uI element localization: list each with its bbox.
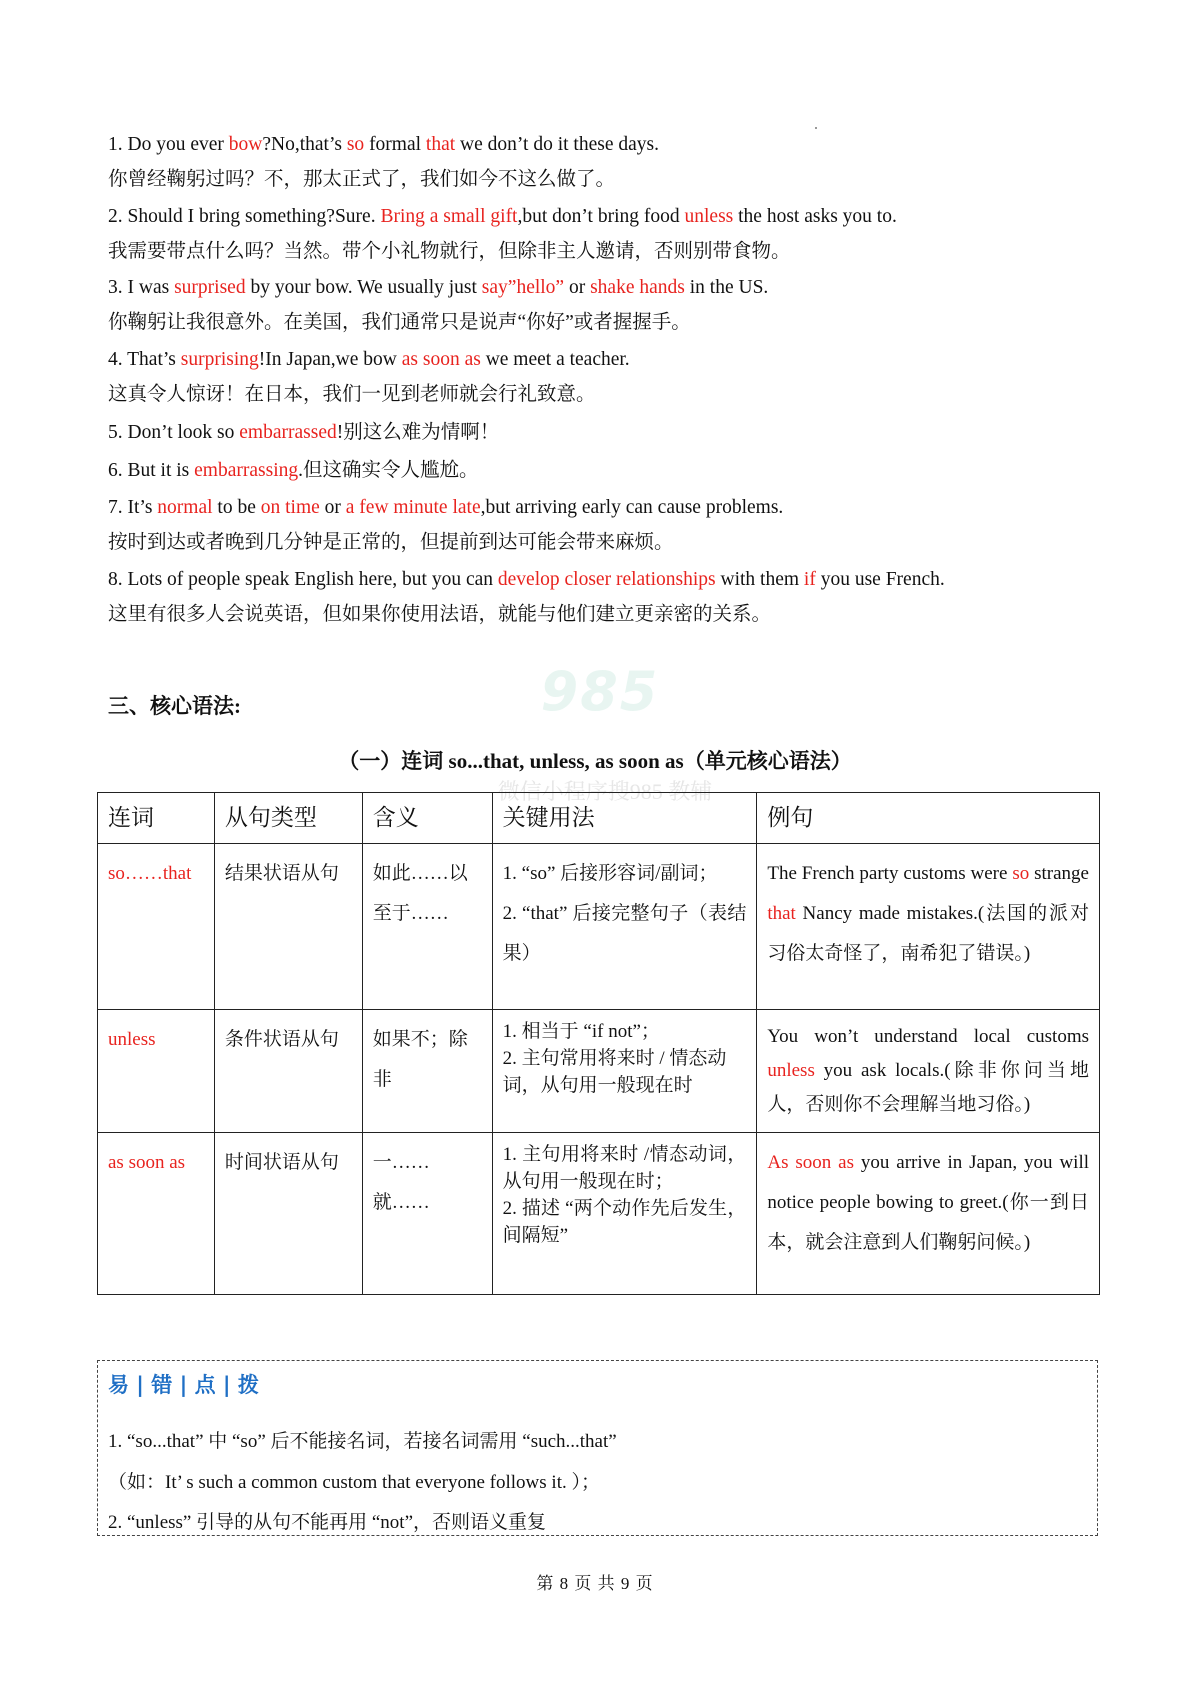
text-run: 但这确实令人尴尬。 [303,460,479,481]
text-run: or [564,277,591,298]
sentence-en [108,132,659,158]
tip-line: （如：It’ s such a common custom that everyone follows it. ）； [108,1472,600,1493]
sentence-cn: 你曾经鞠躬过吗？不，那太正式了，我们如今不这么做了。 [108,169,616,190]
example-cell [757,844,1100,1010]
sentence-cn: 你鞠躬让我很意外。在美国，我们通常只是说声“你好”或者握握手。 [108,312,691,333]
scan-dot [815,127,817,129]
text-run: you ask locals.(除非你问当地人，否则你不会理解当地习俗。) [767,1060,1089,1115]
text-run: you use French. [815,569,945,590]
text-run: ,but don’t bring food [517,206,685,227]
table-header-row [98,793,1100,844]
text-run: or [319,497,346,518]
tip-line: 2. “unless” 引导的从句不能再用 “not”，否则语义重复 [108,1512,547,1533]
highlight-text: bow [228,134,263,155]
highlight-text: Bring a small gift [380,206,518,227]
text-run: 2. Should I bring something?Sure. [108,206,381,227]
text-run: 4. That’s [108,349,181,370]
highlight-text: embarrassing [194,460,299,481]
header-usage: 关键用法 [492,793,757,844]
highlight-text: surprising [180,349,259,370]
usage-line: 1. “so” 后接形容词/副词； [502,863,718,884]
conj-cell: so……that [98,844,215,1010]
highlight-text: a few minute late [345,497,481,518]
text-run: You won’t understand local customs [767,1026,1089,1047]
header-example: 例句 [757,793,1100,844]
sentence-cn: 这里有很多人会说英语，但如果你使用法语，就能与他们建立更亲密的关系。 [108,604,772,625]
example-cell [757,1133,1100,1295]
text-run: 8. Lots of people speak English here, but you can [108,569,498,590]
text-run: strange [1029,863,1089,884]
text-run: we don’t do it these days. [455,134,659,155]
table-row [98,1010,1100,1133]
conj-cell: unless [98,1010,215,1133]
text-run: to be [212,497,261,518]
sentence-en [108,567,945,593]
highlight-text: that [767,903,796,924]
text-run: by your bow. We usually just [245,277,482,298]
text-run: . [298,460,303,481]
tip-line: 1. “so...that” 中 “so” 后不能接名词，若接名词需用 “such...that” [108,1431,617,1452]
usage-cell [492,844,757,1010]
highlight-text: embarrassed [239,422,337,443]
table-row [98,844,1100,1010]
text-run: formal [364,134,426,155]
text-run: !别这么难为情啊！ [336,422,500,443]
meaning-cell: 如果不；除非 [362,1010,492,1133]
usage-cell [492,1010,757,1133]
conj-cell: as soon as [98,1133,215,1295]
text-run: The French party customs were [767,863,1013,884]
sentence-cn: 按时到达或者晚到几分钟是正常的，但提前到达可能会带来麻烦。 [108,532,674,553]
text-run: 3. I was [108,277,175,298]
text-run: !In Japan,we bow [258,349,402,370]
watermark [470,660,730,804]
header-type: 从句类型 [214,793,362,844]
text-run: 1. Do you ever [108,134,229,155]
text-run: the host asks you to. [733,206,897,227]
highlight-text: if [803,569,816,590]
header-conj: 连词 [98,793,215,844]
table-title: （一）连词 so...that, unless, as soon as（单元核心语法） [338,749,852,773]
highlight-text: unless [684,206,734,227]
sentence-cn: 这真令人惊讶！在日本，我们一见到老师就会行礼致意。 [108,384,596,405]
highlight-text: normal [157,497,213,518]
sentence-en [108,420,499,446]
text-run: ,but arriving early can cause problems. [480,497,784,518]
text-run: ?No,that’s [262,134,347,155]
highlight-text: say”hello” [481,277,565,298]
section-title: 三、核心语法: [108,694,241,718]
page-footer: 第 8 页 共 9 页 [536,1574,654,1593]
highlight-text: on time [260,497,320,518]
text-run: 7. It’s [108,497,158,518]
highlight-text: As soon as [767,1152,854,1173]
watermark-number: 985 [540,660,660,723]
highlight-text: as soon as [401,349,481,370]
text-run: with them [715,569,804,590]
sentence-en [108,204,897,230]
highlight-text: shake hands [590,277,685,298]
sentence-en [108,275,768,301]
text-run: we meet a teacher. [480,349,630,370]
highlight-text: that [425,134,456,155]
meaning-cell: 一……就…… [362,1133,492,1295]
watermark-text: 微信小程序搜985 教辅 [497,779,713,804]
usage-line: 2. “that” 后接完整句子（表结果） [502,903,747,964]
sentence-cn: 我需要带点什么吗？当然。带个小礼物就行，但除非主人邀请，否则别带食物。 [108,241,791,262]
highlight-text: so [346,134,365,155]
meaning-cell: 如此……以至于…… [362,844,492,1010]
text-run: 5. Don’t look so [108,422,240,443]
sentence-en [108,347,630,373]
usage-line: 1. 相当于 “if not”； [502,1021,660,1042]
usage-line: 2. 描述 “两个动作先后发生，间隔短” [502,1198,747,1246]
type-cell: 结果状语从句 [214,844,362,1010]
example-cell [757,1010,1100,1133]
highlight-text: unless [767,1060,815,1081]
text-run: you arrive in Japan, you will notice people bowing to greet.(你一到日本，就会注意到人们鞠躬问候。) [767,1152,1089,1253]
type-cell: 时间状语从句 [214,1133,362,1295]
usage-cell [492,1133,757,1295]
table-row [98,1133,1100,1295]
text-run: in the US. [684,277,769,298]
highlight-text: so [1012,863,1030,884]
highlight-text: surprised [174,277,246,298]
usage-line: 2. 主句常用将来时 / 情态动词，从句用一般现在时 [502,1048,727,1096]
grammar-table [97,792,1100,1295]
tips-box [97,1360,1098,1536]
sentence-en [108,458,479,484]
text-run: 6. But it is [108,460,195,481]
header-meaning: 含义 [362,793,492,844]
type-cell: 条件状语从句 [214,1010,362,1133]
text-run: Nancy made mistakes.(法国的派对习俗太奇怪了，南希犯了错误。) [767,903,1089,964]
tips-title: 易 | 错 | 点 | 拨 [108,1373,259,1397]
sentence-en [108,495,783,521]
highlight-text: develop closer relationships [497,569,716,590]
usage-line: 1. 主句用将来时 /情态动词，从句用一般现在时； [502,1144,747,1192]
